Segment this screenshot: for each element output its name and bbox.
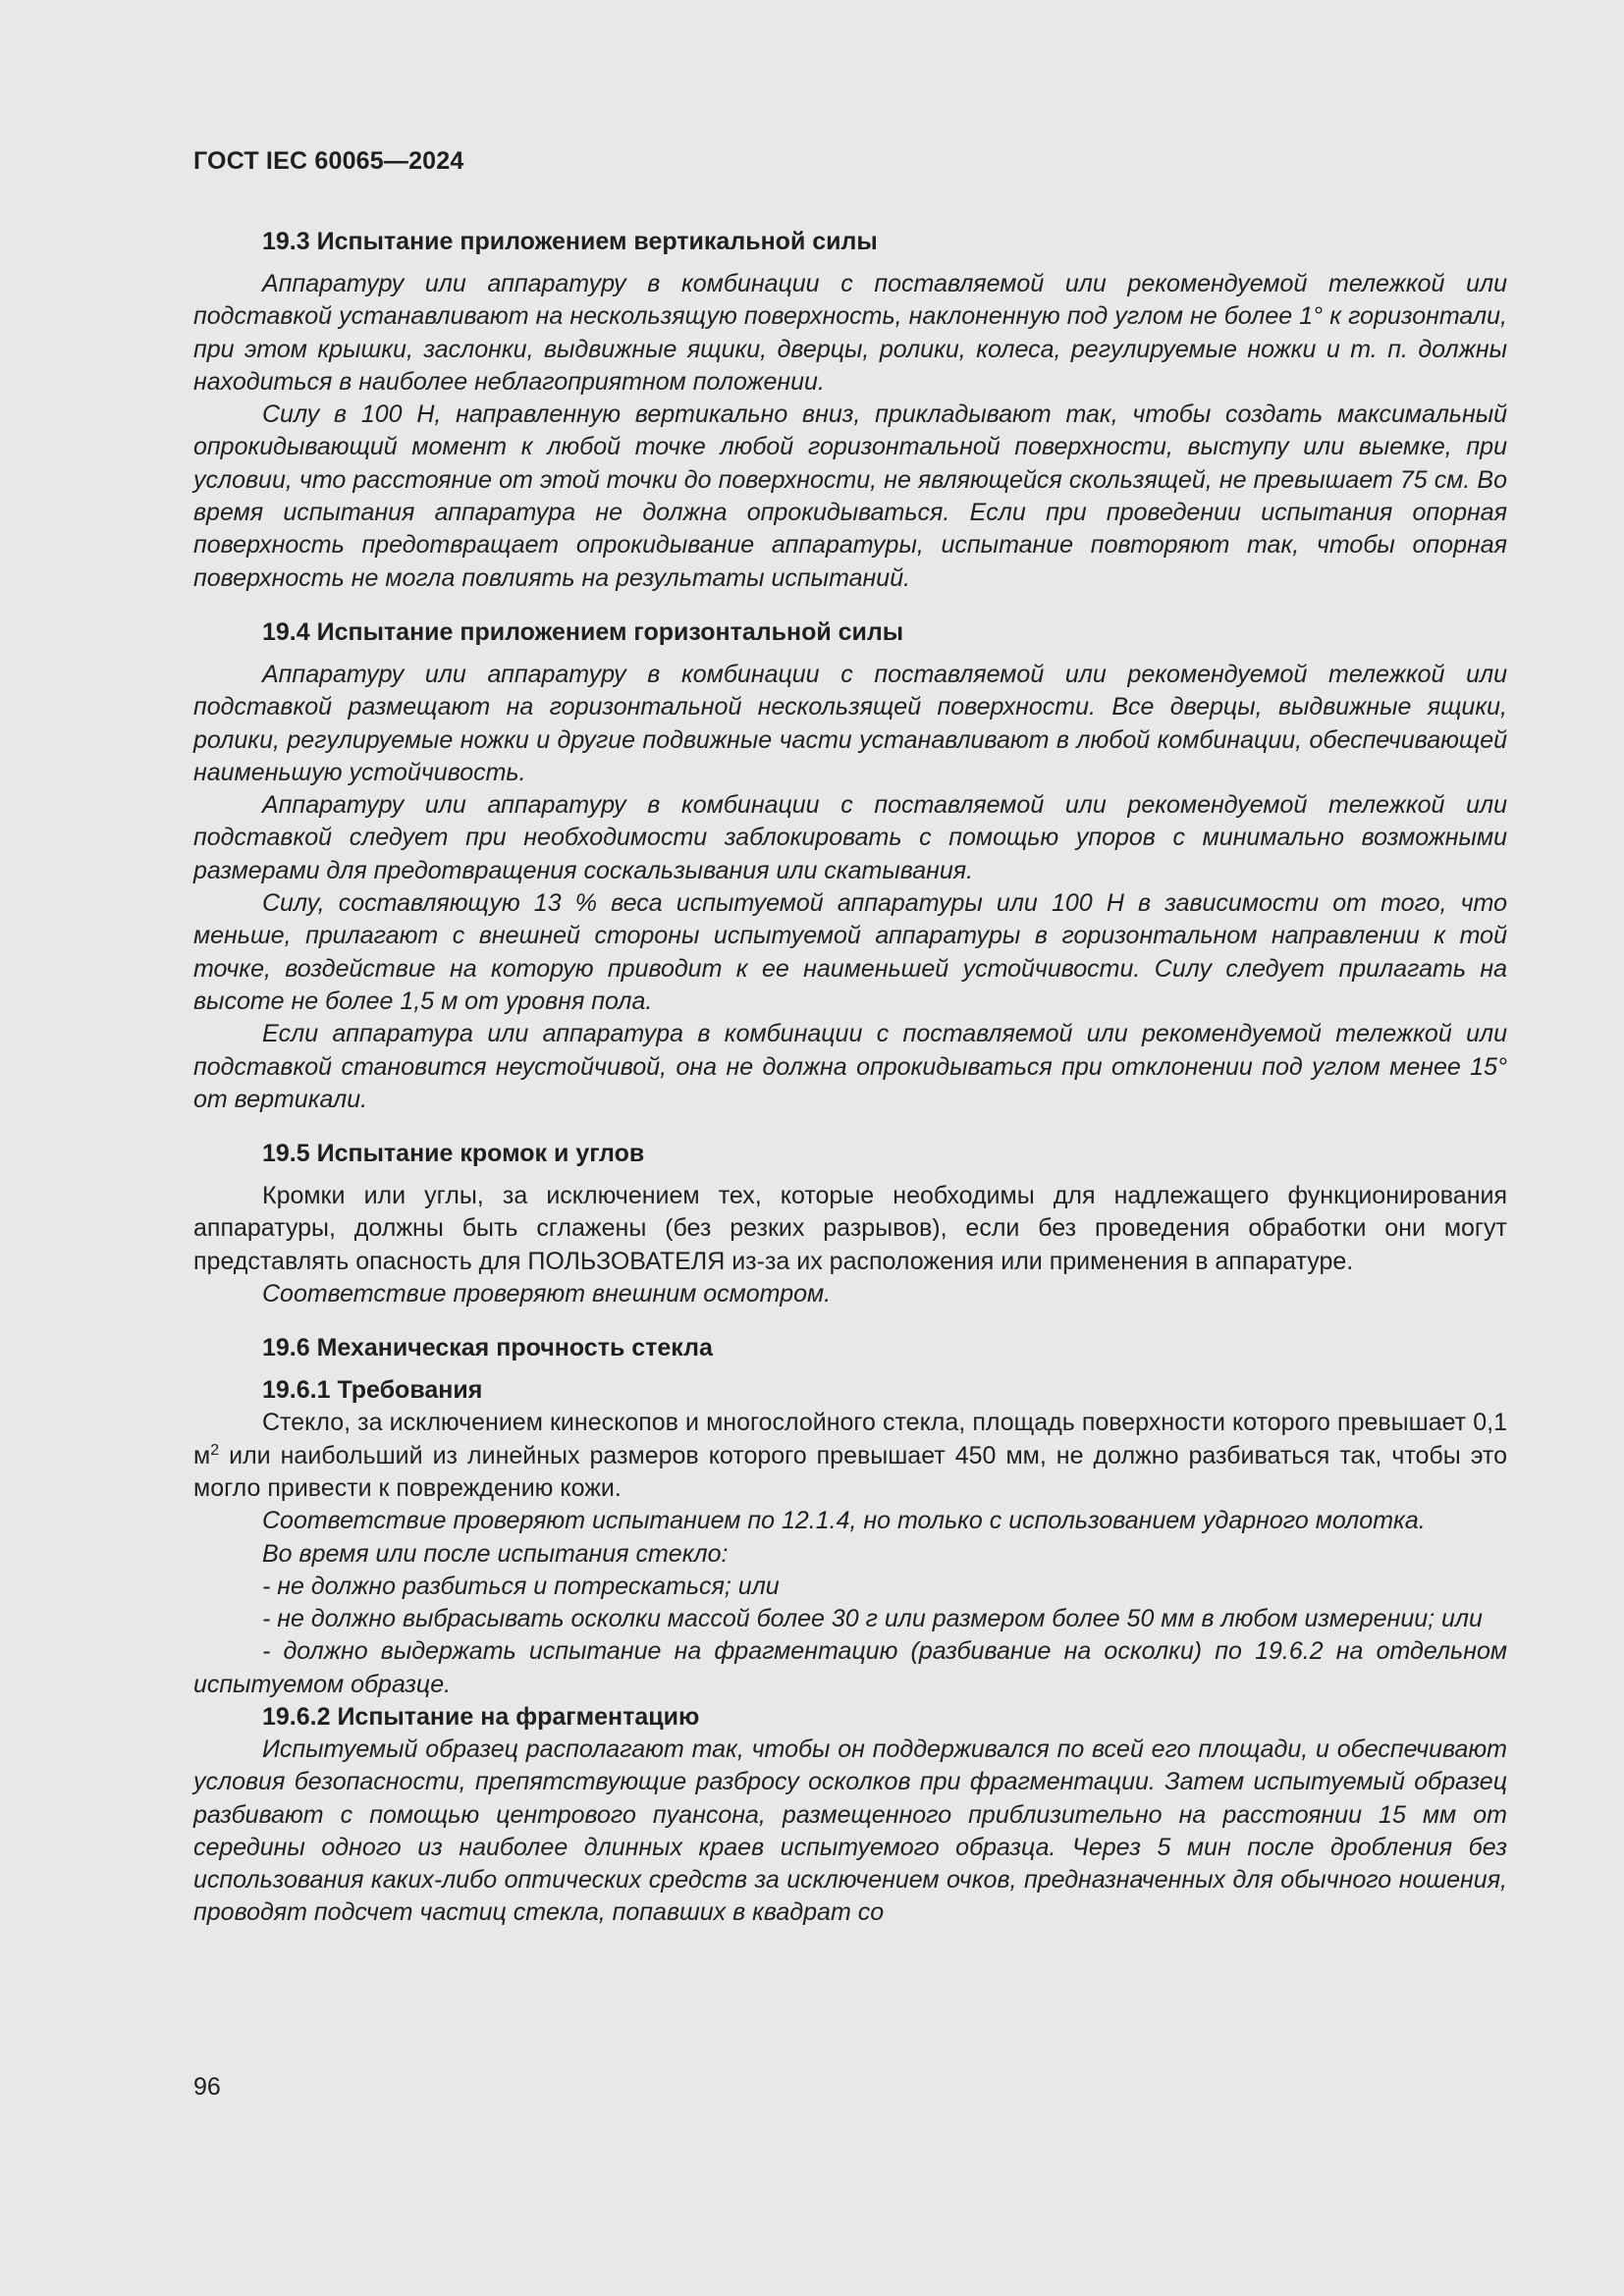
subsection-heading: 19.6.1 Требования: [262, 1376, 483, 1405]
paragraph: Испытуемый образец располагают так, чтобы он поддерживался по всей его площади, и обеспечивают условия безопасности, препятствующие разбросу осколков при фрагментации. Затем испытуемый образец разбивают с помощью центрового пуансона, размещенного приблизительно на расстоянии 15 мм от середины одного из наиболее длинных краев испытуемого образца. Через 5 мин после дробления без использования каких-либо оптических средств за исключением очков, предназначенных для обычного ношения, проводят подсчет частиц стекла, попавших в квадрат со: [193, 1735, 1507, 1927]
document-header: ГОСТ IEC 60065—2024: [193, 147, 464, 175]
list-item: - не должно разбиться и потрескаться; или: [262, 1572, 780, 1600]
list-item: - должно выдержать испытание на фрагментацию (разбивание на осколки) по 19.6.2 на отдельном испытуемом образце.: [193, 1637, 1507, 1698]
section-19-6: [193, 1332, 1507, 1929]
section-19-3: [193, 226, 1507, 595]
list-item: - не должно выбрасывать осколки массой более 30 г или размером более 50 мм в любом измерении; или: [262, 1605, 1483, 1633]
paragraph: Аппаратуру или аппаратуру в комбинации с поставляемой или рекомендуемой тележкой или подставкой устанавливают на нескользящую поверхность, наклоненную под углом не более 1° к горизонтали, при этом крышки, заслонки, выдвижные ящики, дверцы, ролики, колеса, регулируемые ножки и т. п. должны находиться в наиболее неблагоприятном положении.: [193, 270, 1507, 396]
paragraph: Аппаратуру или аппаратуру в комбинации с поставляемой или рекомендуемой тележкой или подставкой следует при необходимости заблокировать с помощью упоров с минимально возможными размерами для предотвращения соскальзывания или скатывания.: [193, 791, 1507, 884]
paragraph: [193, 1407, 1507, 1505]
text-run: или наибольший из линейных размеров которого превышает 450 мм, не должно разбиваться так, чтобы это могло привести к повреждению кожи.: [193, 1441, 1507, 1502]
paragraph: Соответствие проверяют испытанием по 12.1.4, но только с использованием ударного молотка.: [262, 1507, 1426, 1535]
superscript: 2: [210, 1441, 220, 1459]
document-page: [193, 0, 1507, 2296]
paragraph: Аппаратуру или аппаратуру в комбинации с поставляемой или рекомендуемой тележкой или подставкой размещают на горизонтальной нескользящей поверхности. Все дверцы, выдвижные ящики, ролики, регулируемые ножки и другие подвижные части устанавливают в любой комбинации, обеспечивающей наименьшую устойчивость.: [193, 660, 1507, 786]
paragraph: Соответствие проверяют внешним осмотром.: [262, 1280, 832, 1308]
section-heading: 19.3 Испытание приложением вертикальной силы: [262, 228, 878, 255]
paragraph: Во время или после испытания стекло:: [262, 1539, 729, 1568]
page-number: 96: [193, 2073, 221, 2101]
text-run: Стекло, за исключением кинескопов и многослойного стекла, площадь поверхности которого превышает 0,1 м: [193, 1409, 1507, 1469]
section-19-5: [193, 1138, 1507, 1310]
paragraph: Силу, составляющую 13 % веса испытуемой аппаратуры или 100 Н в зависимости от того, что меньше, прилагают с внешней стороны испытуемой аппаратуры в горизонтальном направлении к той точке, воздействие на которую приводит к ее наименьшей устойчивости. Силу следует прилагать на высоте не более 1,5 м от уровня пола.: [193, 889, 1507, 1015]
paragraph: Силу в 100 Н, направленную вертикально вниз, прикладывают так, чтобы создать максимальный опрокидывающий момент к любой точке любой горизонтальной поверхности, выступу или выемке, при условии, что расстояние от этой точки до поверхности, не являющейся скользящей, не превышает 75 см. Во время испытания аппаратура не должна опрокидываться. Если при проведении испытания опорная поверхность предотвращает опрокидывание аппаратуры, испытание повторяют так, чтобы опорная поверхность не могла повлиять на результаты испытаний.: [193, 400, 1507, 592]
paragraph: Если аппаратура или аппаратура в комбинации с поставляемой или рекомендуемой тележкой или подставкой становится неустойчивой, она не должна опрокидываться при отклонении под углом менее 15° от вертикали.: [193, 1020, 1507, 1113]
section-heading: 19.6 Механическая прочность стекла: [262, 1334, 713, 1362]
subsection-heading: 19.6.2 Испытание на фрагментацию: [262, 1702, 700, 1731]
paragraph: Кромки или углы, за исключением тех, которые необходимы для надлежащего функционирования аппаратуры, должны быть сглажены (без резких разрывов), если без проведения обработки они могут представлять опасность для ПОЛЬЗОВАТЕЛЯ из-за их расположения или применения в аппаратуре.: [193, 1182, 1507, 1275]
section-heading: 19.5 Испытание кромок и углов: [262, 1140, 645, 1168]
section-heading: 19.4 Испытание приложением горизонтальной силы: [262, 617, 904, 646]
document-body: [193, 226, 1507, 1930]
section-19-4: [193, 616, 1507, 1116]
